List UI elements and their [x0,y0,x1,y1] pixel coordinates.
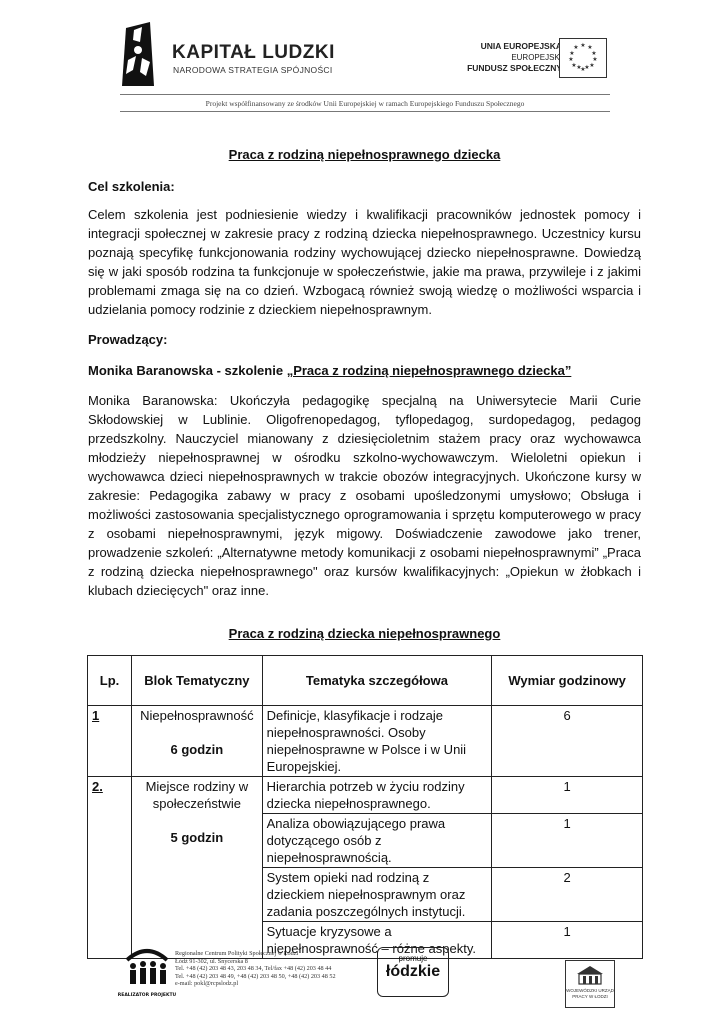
topic-cell: Sytuacje kryzysowe a niepełnosprawność – różne aspekty. [262,922,492,959]
svg-text:★: ★ [569,50,575,57]
svg-text:★: ★ [584,64,590,71]
lp-value: 2. [92,779,103,794]
realizator-logo-icon [117,944,177,1000]
trainer-heading-course: „Praca z rodziną niepełnosprawnego dziecka” [286,363,572,378]
trainer-heading-prefix: Monika Baranowska - szkolenie [88,363,287,378]
address-line: e-mail: pokl@rcpslodz.pl [175,980,239,988]
document-title: Praca z rodziną niepełnosprawnego dziecka [228,147,501,162]
block-hours: 6 godzin [170,742,224,757]
brand-subtitle: NARODOWA STRATEGIA SPÓJNOŚCI [173,65,333,75]
svg-text:★: ★ [571,62,577,69]
svg-text:★: ★ [589,62,595,69]
eu-line-3: FUNDUSZ SPOŁECZNY [467,63,562,73]
goal-paragraph: Celem szkolenia jest podniesienie wiedzy i kwalifikacji pracowników jednostek pomocy i integracji społecznej w zakresie pracy z rodziną dziecka niepełnosprawnego. Uczestnicy kursu poznają specyfikę funkcjonowania rodziny wychowującej dziecko niepełnosprawne. Dowiedzą się w jaki sposób rodzina ta funkcjonuje w społeczeństwie, jakie ma prawa, przywileje i z jakimi problemami zmaga się na co dzień. Wzbogacą również swoją wiedzę o możliwości wsparcia i udzielania pomocy rodzinie z dzieckiem niepełnosprawnym. [88,207,641,317]
svg-text:★: ★ [587,44,593,51]
eu-line-2: EUROPEJSKI [511,53,562,62]
address-line: Łódź 91-302, ul. Snycerska 8 [175,957,248,965]
svg-text:★: ★ [568,56,574,63]
header-divider [120,94,610,95]
svg-text:★: ★ [580,66,586,73]
lp-value: 1 [92,708,100,723]
lp-cell [88,706,132,777]
address-line: Tel. +48 (42) 203 48 43, 203 48 34, Tel/fax +48 (42) 203 48 44 [175,965,332,973]
kapital-ludzki-logo-icon [120,22,156,86]
hours-cell: 6 [492,706,643,777]
hours-cell: 1 [492,777,643,814]
table-row [88,777,643,814]
trainer-heading [88,361,641,380]
realizator-label: REALIZATOR PROJEKTU [117,993,177,998]
block-hours: 5 godzin [170,830,224,845]
lp-cell [88,777,132,959]
trainers-heading: Prowadzący: [88,332,168,347]
trainer-bio: Monika Baranowska: Ukończyła pedagogikę specjalną na Uniwersytecie Marii Curie Skłodowskiej w Lublinie. Oligofrenopedagog, tyflopedagog, surdopedagog, pedagog przedszkolny. Nauczyciel mianowany z dziesięcioletnim stażem pracy oraz wychowawca młodzieży niepełnosprawnej w ośrodku szkolno-wychowawczym. Wieloletni opiekun i wychowawca dzieci niepełnosprawnych w trakcie obozów integracyjnych. Ukończone kursy w zakresie: Pedagogika zabawy w pracy z osobami upośledzonymi umysłowo; Obsługa i możliwości zastosowania specjalistycznego oprogramowania i sprzętu komputerowego w pracy z osobami niepełnosprawnymi, język migowy. Doświadczenie zawodowe jako trener, prowadzenie szkoleń: „Alternatywne metody komunikacji z osobami niepełnosprawnymi” „Praca z rodziną dziecka niepełnosprawnego" oraz kursów kwalifikacyjnych: „Opiekun w żłobkach i klubach dziecięcych" oraz inne. [88,393,641,598]
svg-text:★: ★ [591,50,597,57]
promo-big: łódzkie [385,963,441,980]
eu-flag-icon [559,38,607,78]
wup-building-icon [575,964,605,986]
address-line: Regionalne Centrum Polityki Społecznej w Łodzi [175,950,299,957]
block-cell [132,777,263,959]
table-title: Praca z rodziną dziecka niepełnosprawnego [228,626,501,641]
eu-line-1: UNIA EUROPEJSKA [480,41,562,51]
svg-text:★: ★ [580,42,586,49]
header-topics: Tematyka szczegółowa [262,656,492,706]
table-row [88,706,643,777]
hours-cell: 1 [492,922,643,959]
eu-label [462,41,562,74]
promuje-lodzkie-logo [377,947,449,997]
svg-text:★: ★ [576,64,582,71]
wup-logo [565,960,615,1008]
topic-cell: System opieki nad rodziną z dzieckiem niepełnosprawnym oraz zadania poszczególnych instytucji. [262,868,492,922]
program-table [87,655,643,959]
header-block: Blok Tematyczny [132,656,263,706]
hours-cell: 2 [492,868,643,922]
svg-text:★: ★ [592,56,598,63]
block-name: Niepełnosprawność [140,708,254,723]
goal-heading: Cel szkolenia: [88,179,175,194]
promo-small: promuje [398,954,428,963]
header-divider-bottom [120,111,610,112]
block-name: Miejsce rodziny w społeczeństwie [145,779,249,811]
topic-cell: Definicje, klasyfikacje i rodzaje niepełnosprawności. Osoby niepełnosprawne w Polsce i w Unii Europejskiej. [262,706,492,777]
address-line: Tel. +48 (42) 203 48 49, +48 (42) 203 48 50, +48 (42) 203 48 52 [175,972,336,980]
brand-title: KAPITAŁ LUDZKI [172,42,335,63]
wup-text: WOJEWÓDZKI URZĄD PRACY W ŁODZI [566,988,614,999]
footer-address [175,950,336,988]
block-cell [132,706,263,777]
cofinance-note: Projekt współfinansowany ze środków Unii Europejskiej w ramach Europejskiego Funduszu Społecznego [205,99,525,108]
topic-cell: Hierarchia potrzeb w życiu rodziny dziecka niepełnosprawnego. [262,777,492,814]
svg-text:★: ★ [573,44,579,51]
hours-cell: 1 [492,814,643,868]
header-hours: Wymiar godzinowy [492,656,643,706]
topic-cell: Analiza obowiązującego prawa dotyczącego osób z niepełnosprawnością. [262,814,492,868]
header-lp: Lp. [88,656,132,706]
table-header-row [88,656,643,706]
